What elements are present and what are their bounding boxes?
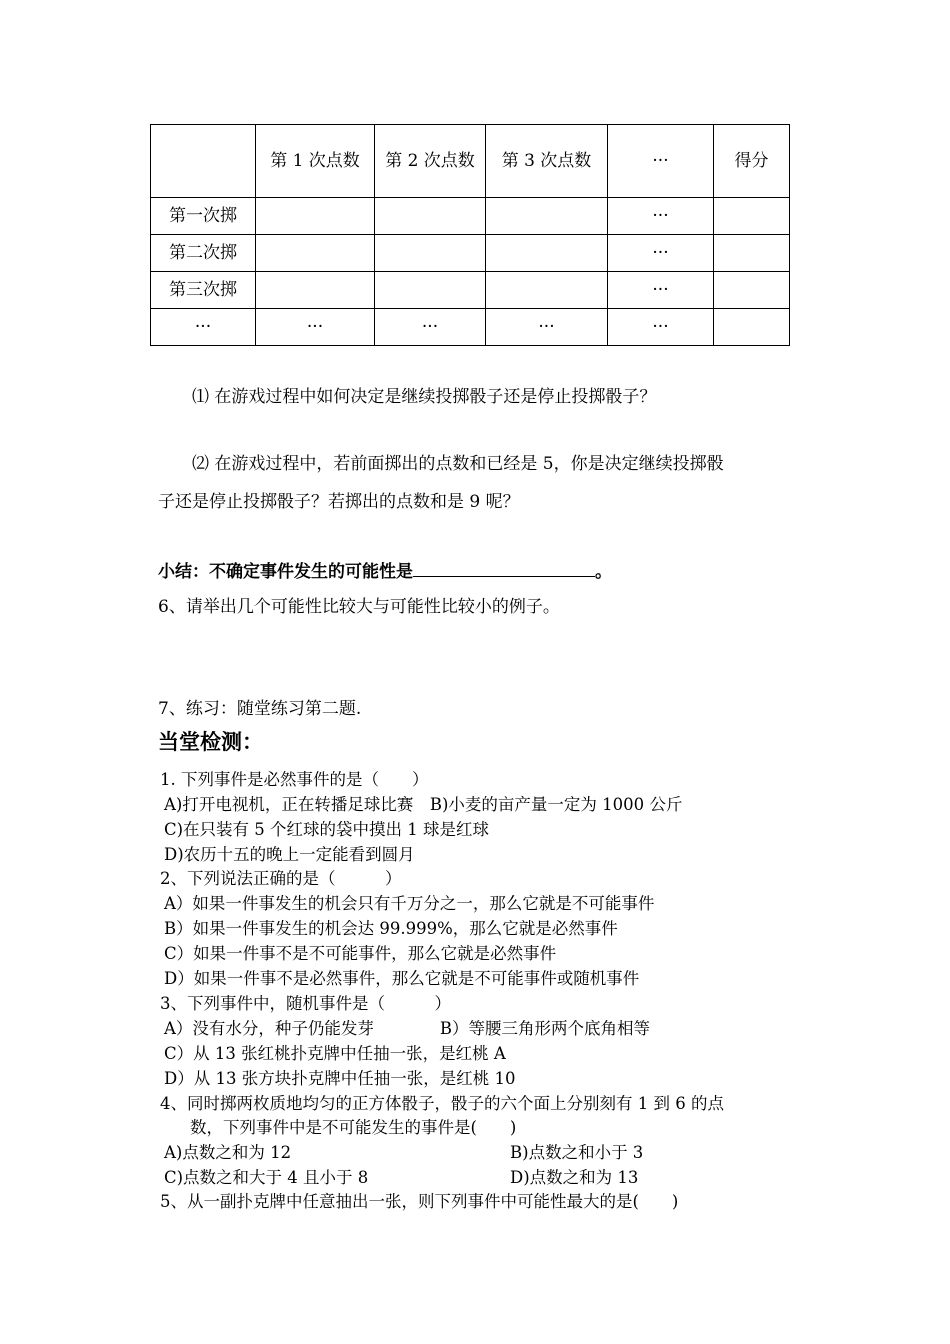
question-2-option: D）如果一件事不是必然事件，那么它就是不可能事件或随机事件 [164,969,640,988]
question-3-option: D）从 13 张方块扑克牌中任抽一张，是红桃 10 [164,1069,516,1088]
question-4-option: D)点数之和为 13 [510,1168,639,1187]
table-cell: ··· [608,272,714,309]
summary-prefix: 小结：不确定事件发生的可能性是 [158,562,413,582]
question-1-option: D)农历十五的晚上一定能看到圆月 [164,845,415,864]
table-cell: ··· [608,309,714,346]
score-table [150,124,790,346]
question-3-option: C）从 13 张红桃扑克牌中任抽一张，是红桃 A [164,1044,506,1063]
table-cell [714,309,790,346]
discussion-question-1: ⑴ 在游戏过程中如何决定是继续投掷骰子还是停止投掷骰子？ [192,387,657,407]
question-2-stem: 2、下列说法正确的是（ ） [160,869,402,888]
table-cell [714,198,790,235]
question-2-option: C）如果一件事不是不可能事件，那么它就是必然事件 [164,944,557,963]
table-cell [256,198,375,235]
table-row [151,309,790,346]
table-header-cell: 第 1 次点数 [256,125,375,198]
table-cell [375,235,486,272]
table-cell [486,198,608,235]
question-4-stem-line2: 数，下列事件中是不可能发生的事件是( ) [190,1118,517,1137]
table-header-row [151,125,790,198]
table-header-cell [375,125,486,198]
table-cell: 第二次掷 [151,235,256,272]
summary-line [158,557,612,582]
table-cell [714,235,790,272]
table-cell: ··· [608,198,714,235]
item-6: 6、请举出几个可能性比较大与可能性比较小的例子。 [158,597,560,617]
table-row [151,235,790,272]
question-4-option: B)点数之和小于 3 [510,1143,644,1162]
question-3-stem: 3、下列事件中，随机事件是（ ） [160,994,451,1013]
question-1-option: A)打开电视机，正在转播足球比赛 B)小麦的亩产量一定为 1000 公斤 [164,795,683,814]
discussion-question-2-line2: 子还是停止投掷骰子？若掷出的点数和是 9 呢？ [158,492,520,512]
question-1-option: C)在只装有 5 个红球的袋中摸出 1 球是红球 [164,820,490,839]
table-cell [714,272,790,309]
question-4-stem-line1: 4、同时掷两枚质地均匀的正方体骰子，骰子的六个面上分别刻有 1 到 6 的点 [160,1094,724,1113]
table-cell: 第三次掷 [151,272,256,309]
table-cell [256,235,375,272]
question-2-option: B）如果一件事发生的机会达 99.999%，那么它就是必然事件 [164,919,618,938]
table-cell: ··· [375,309,486,346]
table-header-cell: 第 3 次点数 [486,125,608,198]
question-4-option: A)点数之和为 12 [164,1143,292,1162]
table-header-cell: 得分 [714,125,790,198]
table-cell [486,272,608,309]
table-cell [256,272,375,309]
section-title: 当堂检测： [158,730,263,754]
table-cell: ··· [151,309,256,346]
table-cell [375,272,486,309]
item-7: 7、练习：随堂练习第二题. [158,699,362,719]
question-4-option: C)点数之和大于 4 且小于 8 [164,1168,369,1187]
summary-answer-blank [413,558,595,577]
table-cell: ··· [486,309,608,346]
discussion-question-2-line1: ⑵ 在游戏过程中，若前面掷出的点数和已经是 5，你是决定继续投掷骰 [192,454,724,474]
table-cell: ··· [608,235,714,272]
table-cell: 第一次掷 [151,198,256,235]
question-2-option: A）如果一件事发生的机会只有千万分之一，那么它就是不可能事件 [164,894,655,913]
question-1-stem: 1. 下列事件是必然事件的是（ ） [160,770,429,789]
table-cell [375,198,486,235]
question-3-option: A）没有水分，种子仍能发芽 B）等腰三角形两个底角相等 [164,1019,651,1038]
table-header-text: 第 2 次点数 [385,151,475,171]
question-5-stem: 5、从一副扑克牌中任意抽出一张，则下列事件中可能性最大的是( ) [160,1192,679,1211]
table-row [151,198,790,235]
table-header-cell: ··· [608,125,714,198]
table-cell: ··· [256,309,375,346]
table-row [151,272,790,309]
table-cell [486,235,608,272]
table-header-cell [151,125,256,198]
summary-suffix: 。 [595,562,612,582]
